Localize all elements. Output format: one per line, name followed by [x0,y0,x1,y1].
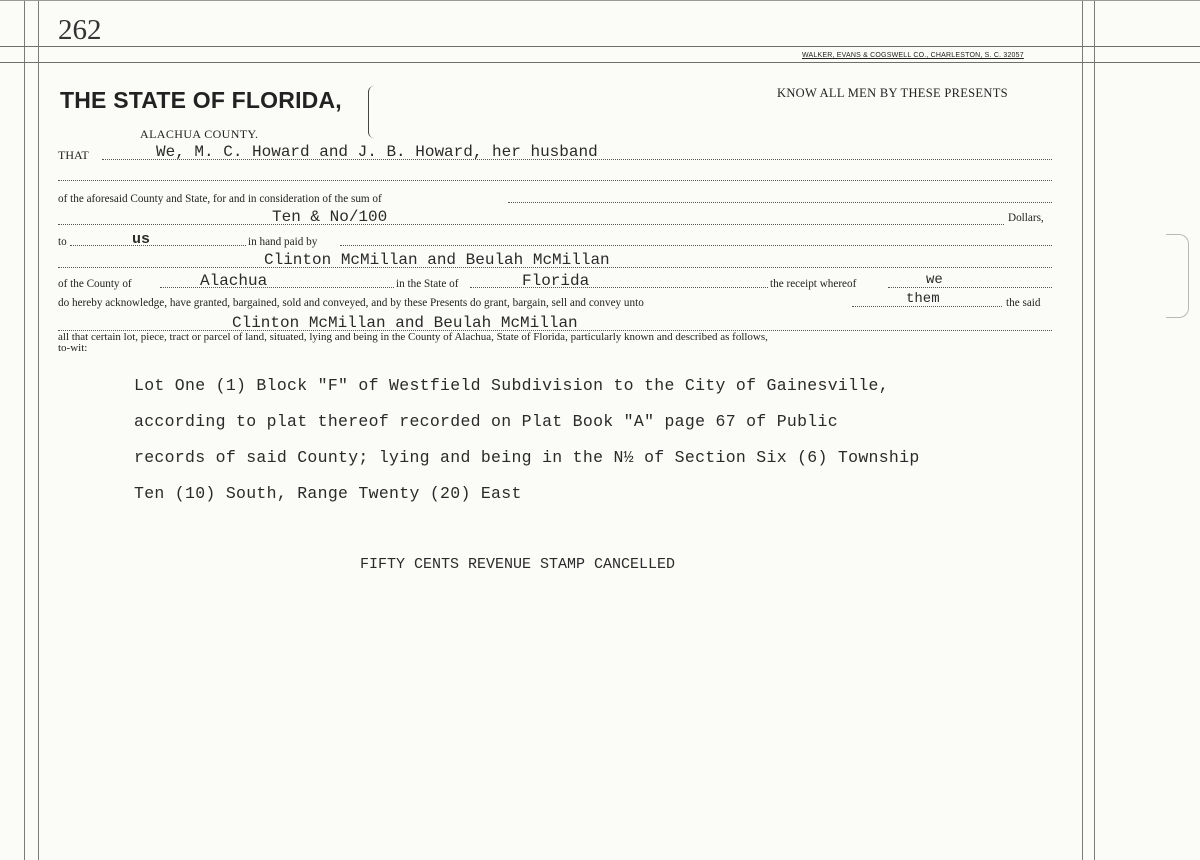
margin-line-left-1 [24,0,25,860]
county-heading: ALACHUA COUNTY. [140,127,259,141]
sum-field-line [58,224,1004,225]
aforesaid-line [508,202,1052,203]
receipt-field-line [888,287,1052,288]
binder-clip-mark [1166,234,1189,318]
sum-field: Ten & No/100 [272,208,388,226]
all-that-text: all that certain lot, piece, tract or parcel of land, situated, lying and being in the County of Alachua, State of Florida, particularly known and described as follows, [58,331,768,343]
description-line-4: Ten (10) South, Range Twenty (20) East [134,484,522,503]
dollars-label: Dollars, [1008,212,1044,224]
county-field: Alachua [200,272,268,290]
header-rule-2 [0,62,1200,63]
page-edge-top [0,0,1200,1]
description-line-3: records of said County; lying and being in the N½ of Section Six (6) Township [134,448,920,467]
margin-line-left-2 [38,0,39,860]
grantors-field: We, M. C. Howard and J. B. Howard, her husband [156,143,598,161]
to-field-line [70,245,246,246]
heading-brace [368,86,374,138]
margin-line-right-2 [1094,0,1095,860]
to-field: us [132,231,151,248]
margin-line-right-1 [1082,0,1083,860]
state-field: Florida [522,272,590,290]
page-number: 262 [58,14,102,46]
blank-line-1 [58,180,1052,181]
know-all-men: KNOW ALL MEN BY THESE PRESENTS [777,86,1008,100]
county-field-line [160,287,394,288]
all-that-certain-label [58,332,1054,354]
the-said-field: Clinton McMillan and Beulah McMillan [232,314,578,332]
printer-imprint: WALKER, EVANS & COGSWELL CO., CHARLESTON, S. C. 32057 [802,52,1024,59]
convey-unto-field: them [906,291,940,307]
state-field-line [470,287,768,288]
the-said-label: the said [1006,297,1041,309]
description-line-1: Lot One (1) Block "F" of Westfield Subdivision to the City of Gainesville, [134,376,889,395]
to-wit-text: to-wit: [58,342,88,354]
in-state-of-label: in the State of [396,278,459,290]
acknowledge-label: do hereby acknowledge, have granted, bargained, sold and conveyed, and by these Presents do grant, bargain, sell and convey unto [58,297,644,309]
header-rule-1 [0,46,1200,47]
aforesaid-label: of the aforesaid County and State, for and in consideration of the sum of [58,193,382,205]
of-county-of-label: of the County of [58,278,132,290]
description-line-2: according to plat thereof recorded on Plat Book "A" page 67 of Public [134,412,838,431]
receipt-whereof-label: the receipt whereof [770,278,857,290]
stamp-note: FIFTY CENTS REVENUE STAMP CANCELLED [360,556,676,573]
receipt-field: we [926,272,943,288]
that-label: THAT [58,148,89,162]
to-label: to [58,236,67,248]
in-hand-paid-by-label: in hand paid by [248,236,318,248]
state-heading: THE STATE OF FLORIDA, [60,87,342,113]
paid-by-trailing-line [340,245,1052,246]
paid-by-field: Clinton McMillan and Beulah McMillan [264,251,610,269]
